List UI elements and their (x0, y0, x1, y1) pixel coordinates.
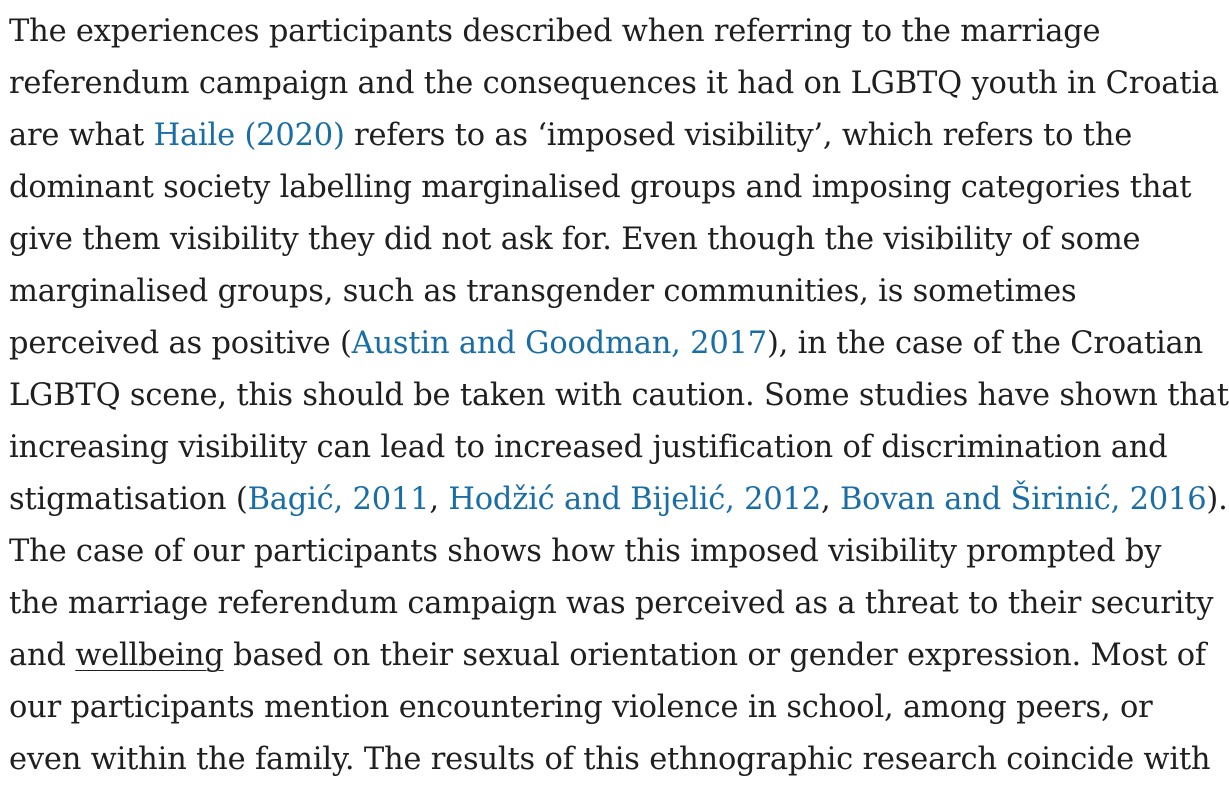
citation-link-haile-2020[interactable]: Haile (2020) (153, 118, 345, 153)
text-line (9, 110, 1179, 162)
text-line (9, 318, 1203, 370)
text-line: LGBTQ scene, this should be taken with caution. Some studies have shown that (9, 378, 1229, 413)
text-line: referendum campaign and the consequences it had on LGBTQ youth in Croatia (9, 66, 1219, 101)
text-line: marginalised groups, such as transgender communities, is sometimes (9, 274, 1077, 309)
text-line: The experiences participants described when referring to the marriage (9, 14, 1101, 49)
text-line: our participants mention encountering violence in school, among peers, or (9, 690, 1153, 725)
text-segment: ). (1206, 482, 1228, 517)
text-line: increasing visibility can lead to increased justification of discrimination and (9, 430, 1168, 465)
text-segment: are what (9, 118, 154, 153)
text-segment: perceived as positive ( (9, 326, 352, 361)
text-segment: ), in the case of the Croatian (766, 326, 1203, 361)
citation-link-bagic-2011[interactable]: Bagić, 2011 (247, 482, 430, 517)
text-line: the marriage referendum campaign was perceived as a threat to their security (9, 586, 1214, 621)
text-line: even within the family. The results of this ethnographic research coincide with (9, 742, 1211, 777)
text-line (9, 474, 1228, 526)
text-line (9, 630, 1206, 682)
text-segment: based on their sexual orientation or gender expression. Most of (223, 638, 1206, 673)
glossary-term-wellbeing[interactable]: wellbeing (75, 638, 224, 673)
text-segment: and (9, 638, 76, 673)
citation-link-hodzic-bijelic-2012[interactable]: Hodžić and Bijelić, 2012 (448, 482, 821, 517)
text-segment: stigmatisation ( (9, 482, 248, 517)
text-line: give them visibility they did not ask for. Even though the visibility of some (9, 222, 1141, 257)
article-paragraph (9, 6, 1229, 786)
text-segment: , (820, 482, 840, 517)
text-line: The case of our participants shows how this imposed visibility prompted by (9, 534, 1162, 569)
text-line: dominant society labelling marginalised groups and imposing categories that (9, 170, 1192, 205)
text-segment: , (429, 482, 449, 517)
citation-link-bovan-sirinic-2016[interactable]: Bovan and Širinić, 2016 (839, 482, 1207, 517)
text-segment: refers to as ‘imposed visibility’, which refers to the (344, 118, 1133, 153)
citation-link-austin-goodman-2017[interactable]: Austin and Goodman, 2017 (351, 326, 767, 361)
